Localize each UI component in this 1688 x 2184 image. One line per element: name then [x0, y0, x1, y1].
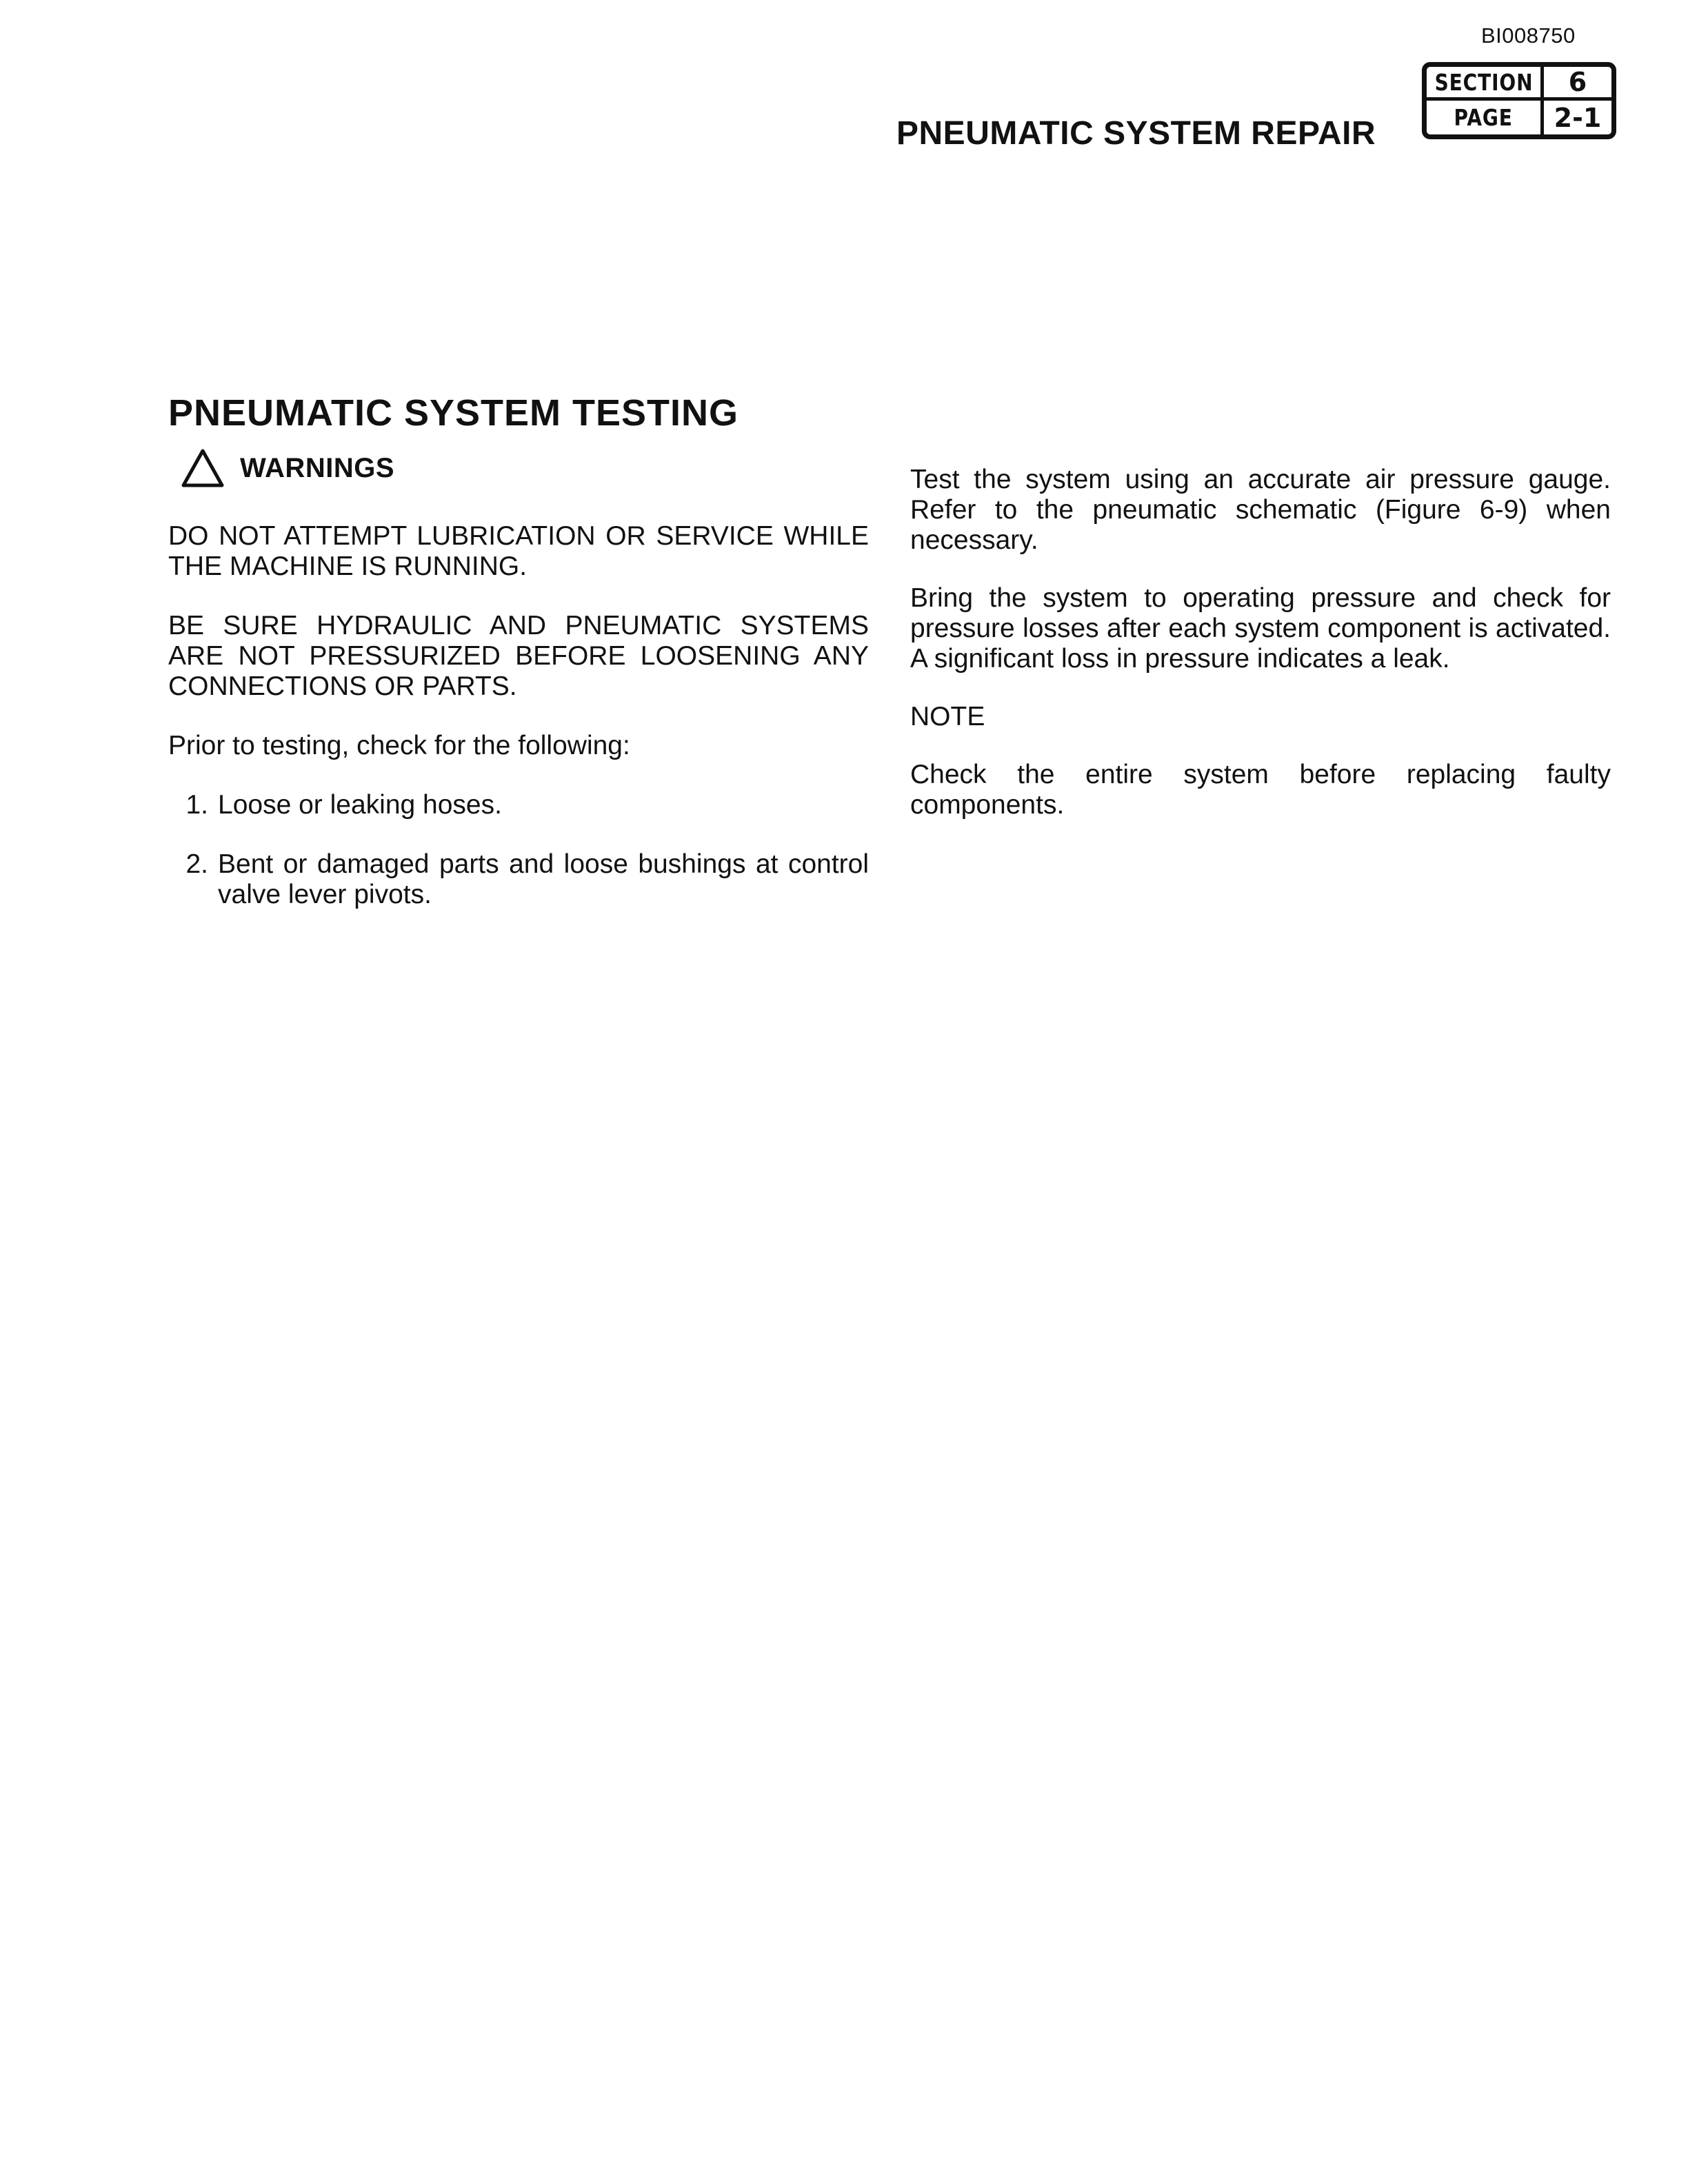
list-item-number: 2.: [185, 849, 208, 879]
warning-text-2: BE SURE HYDRAULIC AND PNEUMATIC SYSTEMS ARE NOT PRESSURIZED BEFORE LOOSENING ANY CONNECTIONS OR PARTS.: [168, 611, 869, 701]
note-text: Check the entire system before replacing faulty components.: [910, 760, 1611, 820]
page-title: PNEUMATIC SYSTEM TESTING: [168, 392, 739, 434]
document-id: BI008750: [1481, 23, 1576, 48]
section-page-box: [1422, 62, 1616, 139]
list-item: [168, 849, 869, 910]
section-label: SECTION: [1434, 68, 1533, 96]
left-column: [168, 521, 869, 910]
warning-triangle-icon: [181, 448, 225, 488]
list-item-number: 1.: [185, 790, 208, 820]
prior-to-testing-text: Prior to testing, check for the following:: [168, 731, 630, 760]
page-number: 2-1: [1554, 102, 1602, 133]
operating-pressure-text: Bring the system to operating pressure and check for pressure losses after each system component is activated. A significant loss in pressure indicates a leak.: [910, 583, 1611, 674]
warning-text-1: DO NOT ATTEMPT LUBRICATION OR SERVICE WHILE THE MACHINE IS RUNNING.: [168, 521, 869, 581]
warnings-label: WARNINGS: [240, 452, 394, 483]
right-column: [910, 465, 1611, 820]
section-number: 6: [1568, 67, 1587, 97]
note-label: NOTE: [910, 702, 985, 731]
header-title: PNEUMATIC SYSTEM REPAIR: [896, 115, 1376, 152]
warnings-heading: [181, 448, 394, 488]
list-item: [168, 790, 869, 820]
list-item-text: Loose or leaking hoses.: [218, 790, 502, 820]
test-system-text: Test the system using an accurate air pressure gauge. Refer to the pneumatic schematic (Figure 6-9) when necessary.: [910, 465, 1611, 555]
list-item-text: Bent or damaged parts and loose bushings at control valve lever pivots.: [218, 849, 869, 909]
page-label: PAGE: [1454, 104, 1514, 131]
